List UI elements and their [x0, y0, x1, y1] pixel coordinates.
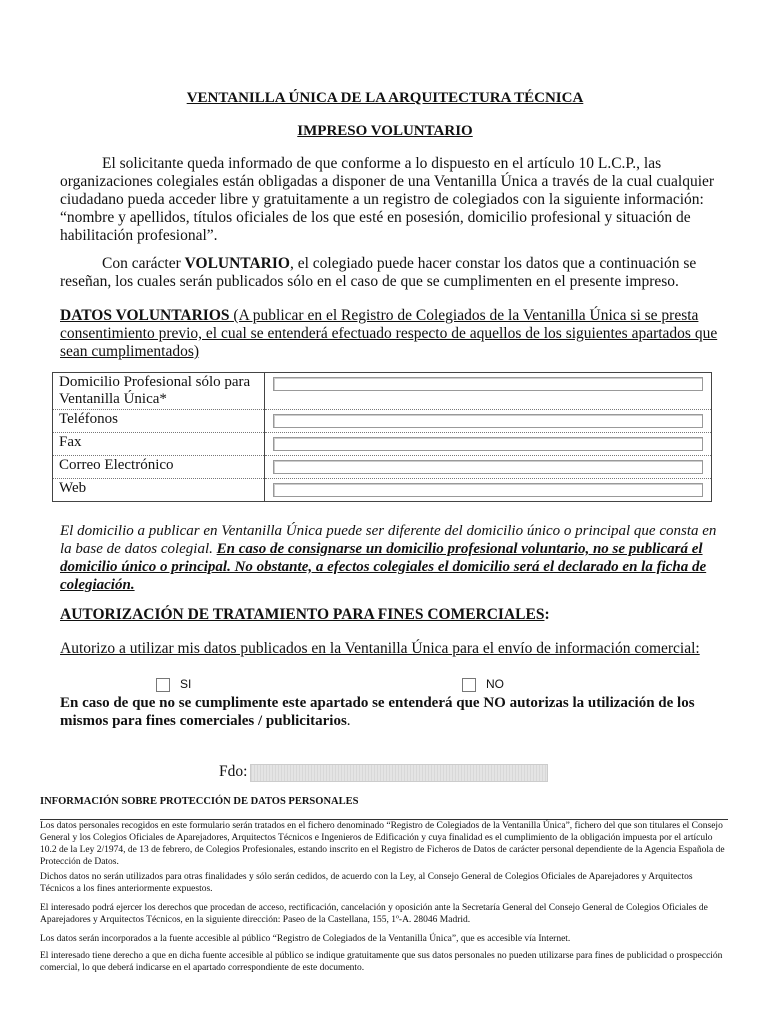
document-title: VENTANILLA ÚNICA DE LA ARQUITECTURA TÉCNICA — [186, 90, 584, 106]
autorizacion-warning-text: En caso de que no se cumplimente este apartado se entenderá que NO autorizas la utilización de los mismos para fines comerciales / publicitarios — [60, 695, 695, 729]
proteccion-paragraph-2: Dichos datos no serán utilizados para otras finalidades y sólo serán cedidos, de acuerdo con la Ley, al Consejo General de Colegios Oficiales de Aparejadores y Arquitectos Técnicos a los fines anteriormente expuestos. — [40, 872, 693, 894]
field-label: Teléfonos — [53, 410, 265, 433]
firma-label: Fdo: — [219, 763, 248, 780]
no-checkbox[interactable] — [462, 678, 476, 692]
proteccion-paragraph-5: El interesado tiene derecho a que en dicha fuente accesible al público se indique gratuitamente que sus datos personales no pueden utilizarse para fines de publicidad o prospección comercial, lo que deberá indicarse en el apartado correspondiente de este documento. — [40, 951, 723, 973]
field-cell — [265, 410, 712, 433]
si-checkbox[interactable] — [156, 678, 170, 692]
telefonos-input[interactable] — [273, 414, 703, 428]
voluntary-data-table — [52, 372, 712, 502]
domicilio-note-emphasis: En caso de consignarse un domicilio profesional voluntario, no se publicará el domicilio único o principal. No obstante, a efectos colegiales el domicilio será el declarado en la ficha de colegiación. — [60, 541, 707, 593]
domicilio-input[interactable] — [273, 377, 703, 391]
signature-field[interactable] — [250, 764, 548, 782]
correo-input[interactable] — [273, 460, 703, 474]
no-option[interactable] — [462, 677, 504, 692]
fax-input[interactable] — [273, 437, 703, 451]
si-label: SI — [180, 677, 192, 691]
datos-heading: DATOS VOLUNTARIOS — [60, 307, 230, 324]
autorizacion-warning — [60, 694, 725, 730]
no-label: NO — [486, 677, 504, 691]
voluntary-paragraph — [60, 255, 725, 291]
field-cell — [265, 373, 712, 410]
proteccion-paragraph-3: El interesado podrá ejercer los derechos que procedan de acceso, rectificación, cancelación y oposición ante la Secretaría General del Consejo General de Colegios Oficiales de Aparejadores y Arquitectos Técnicos, en la siguiente dirección: Paseo de la Castellana, 155, 1º-A. 28046 Madrid. — [40, 903, 708, 925]
document-subtitle: IMPRESO VOLUNTARIO — [297, 123, 473, 139]
domicilio-note-plain: El domicilio a publicar en Ventanilla Única puede ser diferente del domicilio único o principal que consta en la base de datos colegial. — [60, 523, 717, 557]
field-label: Domicilio Profesional sólo para Ventanilla Única* — [53, 373, 265, 410]
si-option[interactable] — [156, 677, 191, 692]
table-row-web — [53, 479, 712, 502]
field-cell — [265, 433, 712, 456]
table-row-telefonos — [53, 410, 712, 433]
field-label: Fax — [53, 433, 265, 456]
datos-voluntarios-section — [60, 307, 725, 361]
datos-note: (A publicar en el Registro de Colegiados de la Ventanilla Única si se presta consentimiento previo, el cual se entenderá efectuado respecto de aquellos de los siguientes apartados que sean cumplimentados) — [60, 307, 718, 360]
web-input[interactable] — [273, 483, 703, 497]
table-row-fax — [53, 433, 712, 456]
voluntary-bold: VOLUNTARIO — [184, 255, 290, 272]
field-label: Web — [53, 479, 265, 502]
autorizacion-text: Autorizo a utilizar mis datos publicados en la Ventanilla Única para el envío de información comercial: — [60, 640, 700, 657]
table-row-correo — [53, 456, 712, 479]
proteccion-heading: INFORMACIÓN SOBRE PROTECCIÓN DE DATOS PERSONALES — [40, 796, 359, 807]
intro-paragraph: El solicitante queda informado de que conforme a lo dispuesto en el artículo 10 L.C.P., las organizaciones colegiales están obligadas a disponer de una Ventanilla Única a través de la cual cualquier ciudadano pueda acceder libre y gratuitamente a un registro de colegiados con la siguiente información: “nombre y apellidos, títulos oficiales de los que esté en posesión, domicilio profesional y situación de habilitación profesional”. — [60, 155, 715, 244]
field-cell — [265, 456, 712, 479]
proteccion-paragraph-4: Los datos serán incorporados a la fuente accesible al público “Registro de Colegiados de la Ventanilla Única”, que es accesible vía Internet. — [40, 934, 571, 944]
autorizacion-warning-end: . — [346, 713, 351, 729]
voluntary-prefix: Con carácter — [102, 255, 185, 272]
voluntary-rest: , el colegiado puede hacer constar los datos que a continuación se reseñan, los cuales serán publicados sólo en el caso de que se cumplimenten en el presente impreso. — [60, 255, 697, 290]
field-label: Correo Electrónico — [53, 456, 265, 479]
proteccion-paragraph-1: Los datos personales recogidos en este formulario serán tratados en el fichero denominado “Registro de Colegiados de la Ventanilla Única”, fichero del que son titulares el Consejo General y los Colegios Oficiales de Aparejadores, Arquitectos Técnicos e Ingenieros de Edificación y cuya finalidad es el cumplimiento de la obligación impuesta por el artículo 10.2 de la Ley 2/1974, de 13 de febrero, de Colegios Profesionales, estando inscrito en el Registro de Ficheros de Datos de carácter personal dependiente de la Agencia Española de Protección de Datos. — [40, 821, 725, 867]
autorizacion-heading — [60, 606, 725, 624]
domicilio-note — [60, 522, 725, 594]
table-row-domicilio — [53, 373, 712, 410]
autorizacion-heading-colon: : — [544, 606, 550, 623]
field-cell — [265, 479, 712, 502]
autorizacion-heading-text: AUTORIZACIÓN DE TRATAMIENTO PARA FINES COMERCIALES — [60, 606, 545, 623]
